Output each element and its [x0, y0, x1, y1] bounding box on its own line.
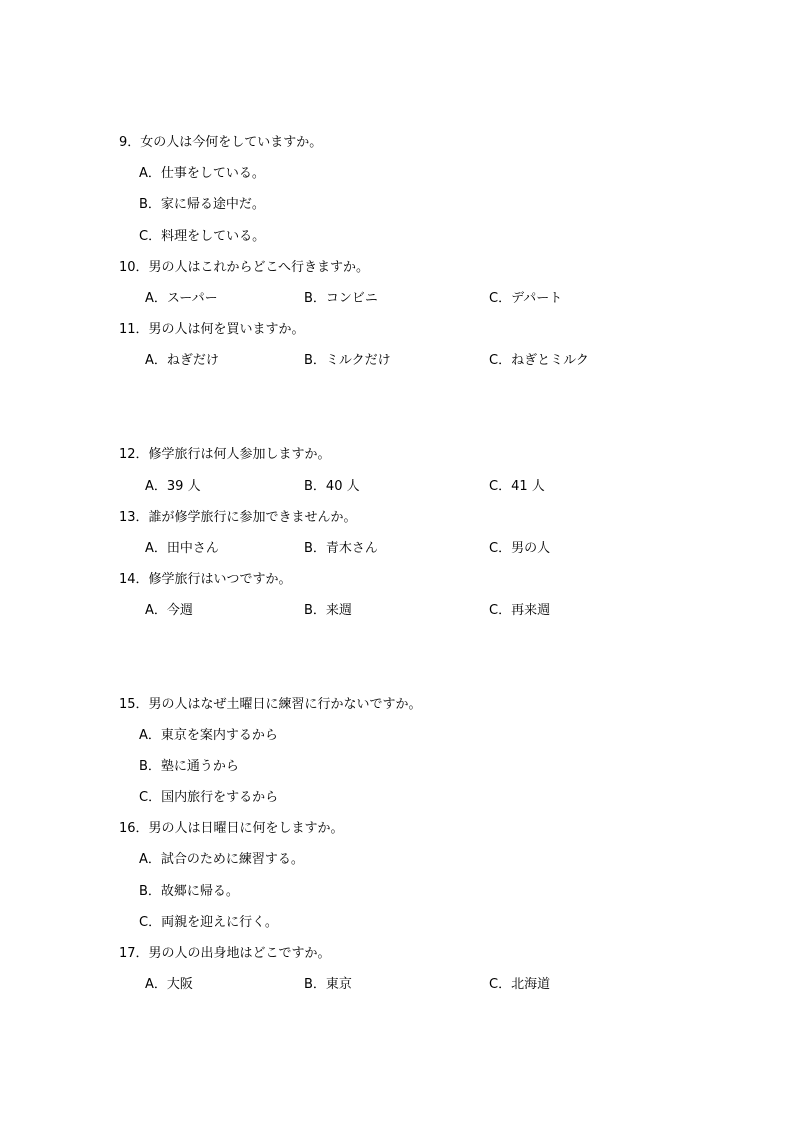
question-14-option-c: C．再来週	[489, 603, 551, 618]
question-text: 男の人はなぜ土曜日に練習に行かないですか。	[148, 697, 422, 712]
question-17-option-c: C．北海道	[489, 977, 551, 992]
question-16-option-b: B．故郷に帰る。	[139, 884, 239, 899]
question-16-option-c: C．両親を迎えに行く。	[139, 915, 278, 930]
question-15-option-c: C．国内旅行をするから	[139, 790, 279, 805]
question-13	[119, 510, 357, 526]
question-13-option-c: C．男の人	[489, 541, 551, 556]
question-15-option-b: B．塾に通うから	[139, 759, 239, 774]
question-17-option-b: B．東京	[304, 977, 352, 992]
question-11-option-b: B．ミルクだけ	[304, 353, 391, 368]
question-text: 誰が修学旅行に参加できませんか。	[148, 510, 357, 525]
question-11-option-c: C．ねぎとミルク	[489, 353, 589, 368]
question-9	[119, 135, 322, 151]
question-number: 12．	[119, 447, 149, 462]
question-9-option-b: B．家に帰る途中だ。	[139, 197, 265, 212]
question-17	[119, 946, 331, 962]
question-12-option-a: A．39 人	[145, 479, 201, 494]
question-text: 女の人は今何をしていますか。	[140, 135, 323, 150]
question-9-option-c: C．料理をしている。	[139, 229, 266, 244]
question-text: 男の人は何を買いますか。	[148, 322, 305, 337]
question-number: 16．	[119, 821, 149, 836]
question-9-option-a: A．仕事をしている。	[139, 166, 265, 181]
question-text: 男の人は日曜日に何をしますか。	[148, 821, 344, 836]
question-text: 修学旅行はいつですか。	[148, 572, 292, 587]
question-number: 9．	[119, 135, 141, 150]
question-number: 14．	[119, 572, 149, 587]
question-17-option-a: A．大阪	[145, 977, 193, 992]
question-16	[119, 821, 344, 837]
question-text: 男の人はこれからどこへ行きますか。	[148, 260, 370, 275]
question-text: 男の人の出身地はどこですか。	[148, 946, 331, 961]
question-13-option-a: A．田中さん	[145, 541, 219, 556]
question-14-option-b: B．来週	[304, 603, 352, 618]
question-14	[119, 572, 292, 588]
question-15	[119, 697, 422, 713]
question-10-option-a: A．スーパー	[145, 291, 218, 306]
question-number: 17．	[119, 946, 149, 961]
question-number: 11．	[119, 322, 149, 337]
question-15-option-a: A．東京を案内するから	[139, 728, 278, 743]
question-12-option-b: B．40 人	[304, 479, 360, 494]
question-11	[119, 322, 305, 338]
question-11-option-a: A．ねぎだけ	[145, 353, 219, 368]
question-10-option-b: B．コンビニ	[304, 291, 378, 306]
question-14-option-a: A．今週	[145, 603, 193, 618]
question-13-option-b: B．青木さん	[304, 541, 378, 556]
question-number: 15．	[119, 697, 149, 712]
question-number: 13．	[119, 510, 149, 525]
question-text: 修学旅行は何人参加しますか。	[148, 447, 331, 462]
question-16-option-a: A．試合のために練習する。	[139, 852, 304, 867]
question-number: 10．	[119, 260, 149, 275]
question-10-option-c: C．デパート	[489, 291, 563, 306]
question-12	[119, 447, 331, 463]
question-10	[119, 260, 369, 276]
question-12-option-c: C．41 人	[489, 479, 545, 494]
